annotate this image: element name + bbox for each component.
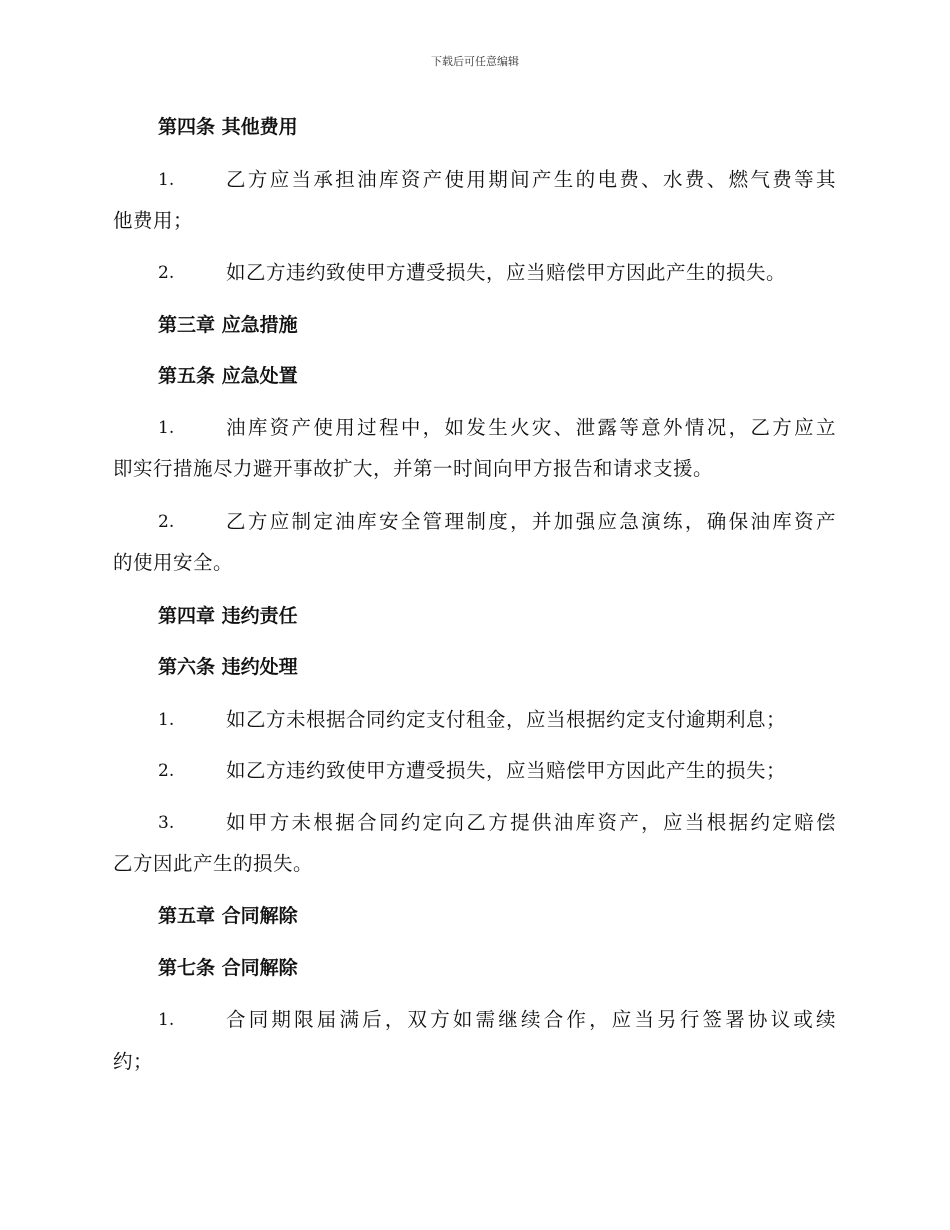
item-text-continued: 乙方因此产生的损失。: [113, 852, 314, 875]
page-header: 下载后可任意编辑: [431, 55, 519, 68]
item-number: 1.: [158, 1010, 175, 1030]
heading-chapter-5: 第五章 合同解除: [158, 905, 298, 927]
item-text: 乙方应当承担油库资产使用期间产生的电费、水费、燃气费等其: [226, 168, 838, 191]
item-number: 3.: [158, 813, 175, 833]
item-text-continued: 的使用安全。: [113, 551, 234, 574]
item-text-continued: 约；: [113, 1050, 154, 1073]
item-number: 1.: [158, 710, 175, 730]
item-text: 如乙方未根据合同约定支付租金，应当根据约定支付逾期利息；: [226, 708, 787, 731]
item-number: 1.: [158, 418, 175, 438]
heading-chapter-4: 第四章 违约责任: [158, 605, 298, 627]
heading-article-5: 第五条 应急处置: [158, 365, 298, 387]
item-number: 1.: [158, 170, 175, 190]
item-number: 2.: [158, 263, 175, 283]
heading-chapter-3: 第三章 应急措施: [158, 314, 298, 336]
item-number: 2.: [158, 761, 175, 781]
item-text: 油库资产使用过程中，如发生火灾、泄露等意外情况，乙方应立: [226, 416, 838, 439]
item-number: 2.: [158, 512, 175, 532]
heading-article-7: 第七条 合同解除: [158, 957, 298, 979]
item-text: 如甲方未根据合同约定向乙方提供油库资产，应当根据约定赔偿: [226, 811, 838, 834]
item-text: 乙方应制定油库安全管理制度，并加强应急演练，确保油库资产: [226, 510, 838, 533]
item-text-continued: 即实行措施尽力避开事故扩大，并第一时间向甲方报告和请求支援。: [113, 457, 714, 480]
heading-article-6: 第六条 违约处理: [158, 656, 298, 678]
item-text: 如乙方违约致使甲方遭受损失，应当赔偿甲方因此产生的损失。: [226, 261, 787, 284]
item-text-continued: 他费用；: [113, 209, 194, 232]
item-text: 如乙方违约致使甲方遭受损失，应当赔偿甲方因此产生的损失；: [226, 759, 787, 782]
heading-article-4: 第四条 其他费用: [158, 116, 298, 138]
item-text: 合同期限届满后，双方如需继续合作，应当另行签署协议或续: [226, 1008, 839, 1031]
